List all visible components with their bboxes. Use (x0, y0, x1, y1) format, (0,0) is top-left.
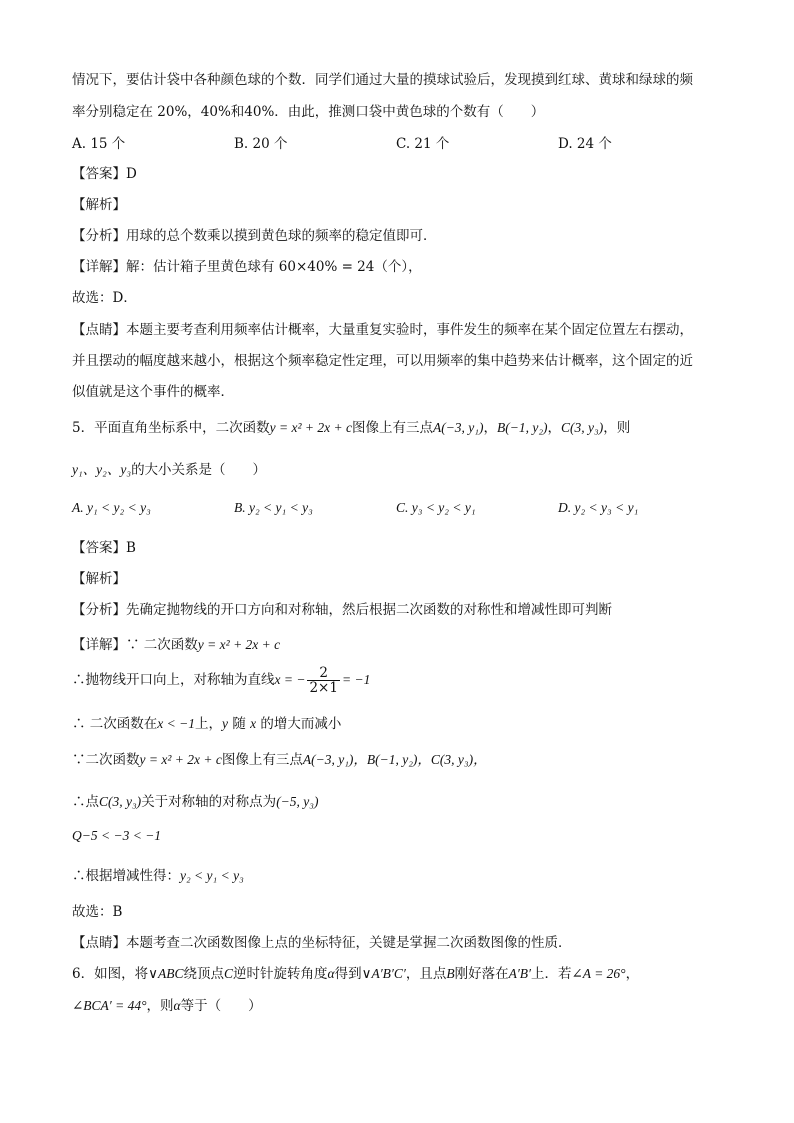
q4-dianjing-1: 【点睛】本题主要考查利用频率估计概率，大量重复实验时，事件发生的频率在某个固定位置左右摆动， (72, 322, 693, 338)
q5-analysis-tag: 【解析】 (72, 571, 126, 587)
q5-option-c: C. y₃ < y₂ < y₁ (396, 500, 476, 515)
q5-stem-line2: y₁、y₂、y₃的大小关系是（ ） (72, 462, 267, 478)
q5-option-d: D. y₂ < y₃ < y₁ (558, 500, 639, 515)
q4-option-b: B. 20 个 (234, 136, 288, 152)
q4-dianjing-3: 似值就是这个事件的概率． (72, 384, 234, 400)
q4-option-a: A. 15 个 (72, 136, 126, 152)
q5-stem-line1: 5．平面直角坐标系中，二次函数y = x² + 2x + c图像上有三点A(−3, y₁)，B(−1, y₂)，C(3, y₃)，则 (72, 420, 631, 436)
q5-point-b: B(−1, y₂) (497, 420, 548, 435)
q5-option-b: B. y₂ < y₁ < y₃ (234, 500, 313, 515)
q5-dianjing: 【点睛】本题考查二次函数图像上点的坐标特征，关键是掌握二次函数图像的性质． (72, 935, 572, 951)
q4-xiangjie: 【详解】解：估计箱子里黄色球有 60×40% = 24（个）， (72, 259, 422, 275)
q5-fenxi: 【分析】先确定抛物线的开口方向和对称轴，然后根据二次函数的对称性和增减性即可判断 (72, 602, 612, 618)
q5-order-line: Q−5 < −3 < −1 (72, 828, 162, 843)
q4-stem-line2: 率分别稳定在 20%，40%和40%．由此，推测口袋中黄色球的个数有（ ） (72, 104, 545, 120)
q4-option-d: D. 24 个 (558, 136, 612, 152)
q5-option-a: A. y₁ < y₂ < y₃ (72, 500, 151, 515)
q4-guxuan: 故选：D． (72, 290, 137, 306)
q5-symmetric-line: ∴点C(3, y₃)关于对称轴的对称点为(−5, y₃) (72, 794, 319, 810)
q5-conclude-line: ∴根据增减性得：y₂ < y₁ < y₃ (72, 868, 244, 884)
q5-axis-line: ∴抛物线开口向上，对称轴为直线x = − $\frac{2}{2\times 1}$ = −1 (72, 665, 371, 697)
q4-answer: 【答案】D (72, 166, 137, 182)
q5-xiangjie: 【详解】∵ 二次函数y = x² + 2x + c (72, 637, 281, 653)
q5-point-c: C(3, y₃) (561, 420, 604, 435)
q4-stem-line1: 情况下，要估计袋中各种颜色球的个数．同学们通过大量的摸球试验后，发现摸到红球、黄球和绿球的频 (72, 72, 693, 88)
q5-answer: 【答案】B (72, 540, 136, 556)
q5-point-a: A(−3, y₁) (432, 420, 484, 435)
q6-stem-line2: ∠BCA′ = 44°，则α等于（ ） (72, 998, 262, 1014)
q5-decrease-line: ∴ 二次函数在x < −1上，y 随 x 的增大而减小 (72, 716, 342, 732)
q5-function: y = x² + 2x + c (269, 420, 352, 435)
q6-stem-line1: 6．如图，将∨ABC绕顶点C逆时针旋转角度α得到∨A′B′C′，且点B刚好落在A′B′上．若∠A = 26°， (72, 966, 640, 982)
q5-restate-line: ∵二次函数y = x² + 2x + c图像上有三点A(−3, y₁)，B(−1, y₂)，C(3, y₃)， (72, 752, 487, 768)
q4-option-c: C. 21 个 (396, 136, 450, 152)
q4-analysis-tag: 【解析】 (72, 197, 126, 213)
q4-fenxi: 【分析】用球的总个数乘以摸到黄色球的频率的稳定值即可． (72, 228, 437, 244)
q4-dianjing-2: 并且摆动的幅度越来越小，根据这个频率稳定性定理，可以用频率的集中趋势来估计概率，这个固定的近 (72, 353, 693, 369)
q5-guxuan: 故选：B (72, 904, 123, 920)
axis-fraction: $\frac{2}{2\times 1}$ (309, 665, 338, 697)
